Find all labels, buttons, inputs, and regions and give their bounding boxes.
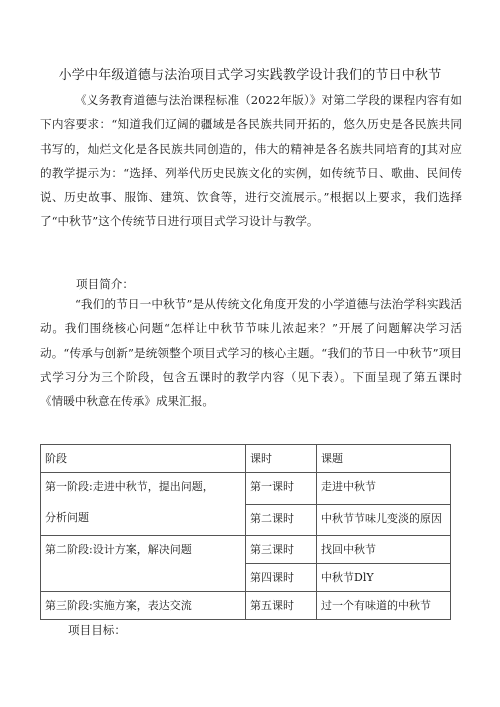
header-topic: 课题 <box>317 445 451 473</box>
paragraph-project-intro: “我们的节日一中秋节”是从传统文化角度开发的小学道德与法治学科实践活动。我们围绕核心问题“怎样让中秋节节味儿浓起来？”开展了问题解决学习活动。“传承与创新”是统领整个项目式学习的核心主题。“我们的节日一中秋节”项目式学习分为三个阶段，包含五课时的教学内容（见下表）。下面呈现了第五课时《情暖中秋意在传承》成果汇报。 <box>40 297 462 409</box>
table-header-row <box>41 445 451 473</box>
lesson-cell: 第五课时 <box>246 592 317 620</box>
header-lesson: 课时 <box>246 445 317 473</box>
project-goals-label: 项目目标： <box>68 623 126 637</box>
document-title: 小学中年级道德与法治项目式学习实践教学设计我们的节日中秋节 <box>58 68 442 83</box>
topic-cell: 中秋节DlY <box>317 564 451 592</box>
lesson-cell: 第三课时 <box>246 536 317 564</box>
paragraph-curriculum-standard: 《义务教育道德与法治课程标准（2022年版）》对第二学段的课程内容有如下内容要求：“知道我们辽阔的疆域是各民族共同开拓的，悠久历史是各民族共同书写的，灿烂文化是各民族共同创造的，伟大的精神是各名族共同培育的J其对应的教学提示为：“选择、列举代历史民族文化的实例，如传统节日、歌曲、民间传说、历史故事、服饰、建筑、饮食等，进行交流展示。”根据以上要求，我们选择了“中秋节”这个传统节日进行项目式学习设计与教学。 <box>40 93 462 229</box>
project-intro-label: 项目简介： <box>76 277 134 291</box>
topic-cell: 找回中秋节 <box>317 536 451 564</box>
table-row <box>41 536 451 564</box>
topic-cell: 中秋节节味儿变淡的原因 <box>317 504 451 536</box>
stage-two-cell: 第二阶段:设计方案，解决问题 <box>41 536 246 592</box>
stage-one-line2: 分析问题 <box>45 511 89 524</box>
table-row <box>41 473 451 505</box>
lesson-cell: 第一课时 <box>246 473 317 505</box>
stage-one-line1: 第一阶段:走进中秋节，提出问题， <box>45 480 214 493</box>
header-stage: 阶段 <box>41 445 246 473</box>
topic-cell: 走进中秋节 <box>317 473 451 505</box>
stage-one-cell <box>41 473 246 536</box>
lesson-plan-table <box>40 444 451 620</box>
topic-cell: 过一个有味道的中秋节 <box>317 592 451 620</box>
table-row <box>41 592 451 620</box>
lesson-cell: 第二课时 <box>246 504 317 536</box>
stage-three-cell: 第三阶段:实施方案，表达交流 <box>41 592 246 620</box>
lesson-cell: 第四课时 <box>246 564 317 592</box>
